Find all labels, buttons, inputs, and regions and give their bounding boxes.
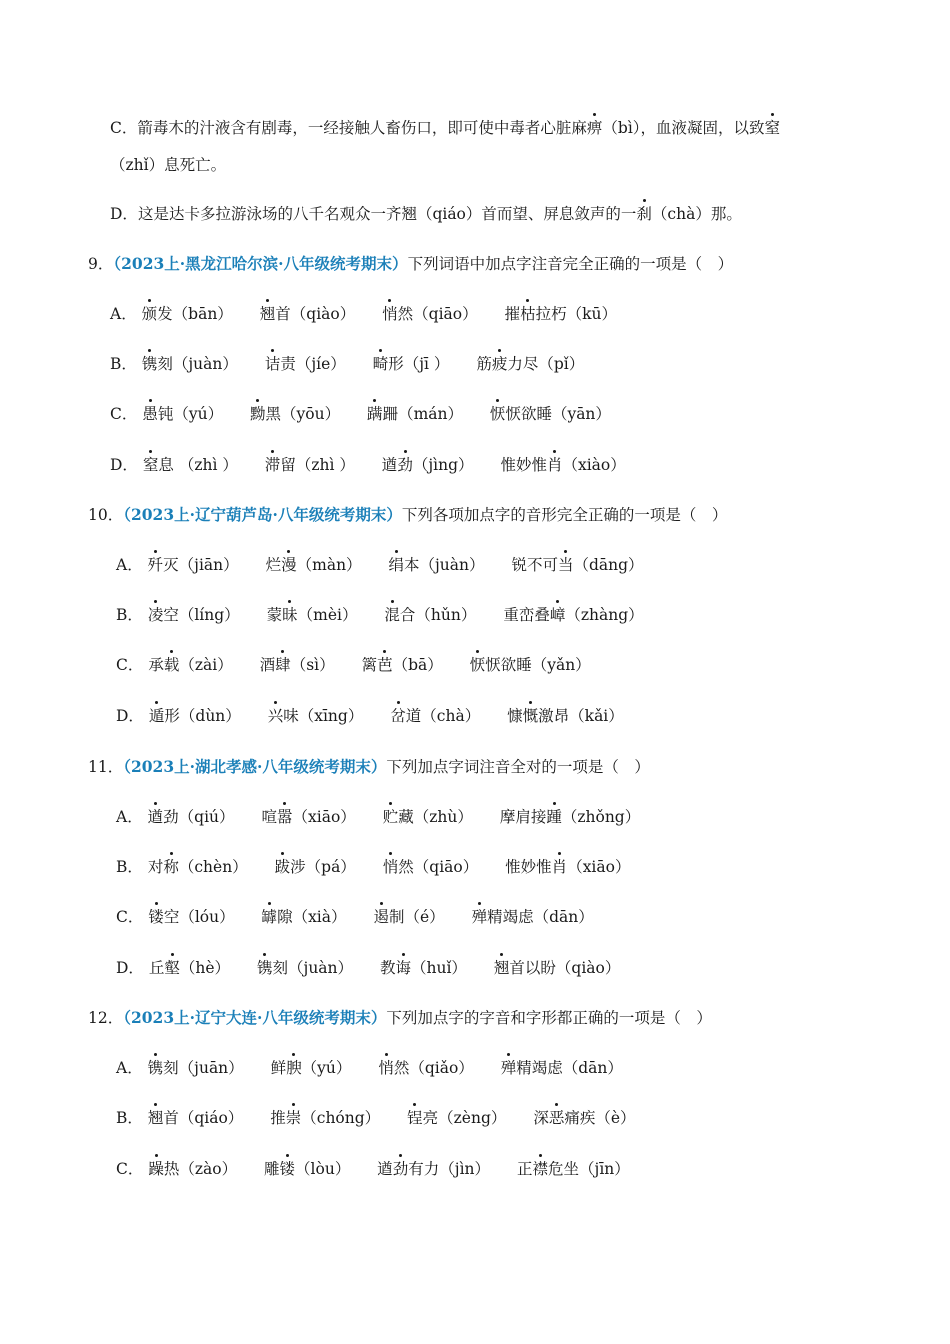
q8-option-c-continuation: （zhǐ）息死亡。 [110,156,227,174]
word-item: 窒息 （zhì ） [143,453,238,477]
dotted-char: 躁 [148,1157,164,1181]
question-text: 下列加点字词注音全对的一项是（ ） [386,758,650,776]
word-item: 烂漫（màn） [266,553,362,577]
dotted-char: 载 [164,653,180,677]
dotted-char: 芭 [377,653,393,677]
dotted-char: 跋 [275,855,291,879]
question-source: （2023上·黑龙江哈尔滨·八年级统考期末） [113,254,408,273]
dotted-char: 恶 [549,1106,565,1130]
dotted-char: 遁 [149,704,165,728]
question-11-stem [88,755,650,779]
dotted-char: 翘 [148,1106,164,1130]
dotted-char: 刹 [636,202,652,226]
question-12-stem [88,1006,712,1030]
word-item: 蹒跚（mán） [367,402,463,426]
dotted-char: 窒 [765,116,781,140]
word-item: 翘首（qiáo） [148,1106,243,1130]
word-item: 凌空（líng） [148,603,240,627]
q8-option-c [110,116,780,140]
dotted-char: 腴 [286,1056,302,1080]
option-letter: D． [116,707,144,725]
q9-option-d [110,453,648,477]
q11-option-a [116,805,662,829]
word-item: 惟妙惟肖（xiào） [500,453,625,477]
word-item: 承载（zài） [148,653,232,677]
word-item: 翘首（qiào） [260,302,355,326]
word-item: 悄然（qiāo） [382,302,477,326]
word-item: 酒肆（sì） [260,653,335,677]
dotted-char: 昧 [282,603,298,627]
word-item: 罅隙（xià） [262,905,347,929]
q10-option-b [116,603,666,627]
dotted-char: 肆 [275,653,291,677]
word-item: 跋涉（pá） [275,855,356,879]
option-letter: D． [110,205,138,223]
word-item: 镂空（lóu） [148,905,234,929]
word-item: 悄然（qiǎo） [378,1056,473,1080]
dotted-char: 漫 [281,553,297,577]
dotted-char: 锃 [407,1106,423,1130]
word-item: 雕镂（lòu） [264,1157,350,1181]
dotted-char: 蹒 [367,402,383,426]
dotted-char: 滞 [265,453,281,477]
word-item: 推崇（chóng） [270,1106,380,1130]
question-text: 下列加点字的字音和字形都正确的一项是（ ） [386,1009,712,1027]
option-letter: B． [116,858,143,876]
q8-option-d [110,202,742,226]
word-item: 混合（hǔn） [384,603,476,627]
dotted-char: 悄 [382,302,398,326]
option-letter: C． [116,908,144,926]
option-letter: C． [110,119,138,137]
word-item: 殚精竭虑（dān） [501,1056,623,1080]
word-item: 正襟危坐（jīn） [517,1157,630,1181]
dotted-char: 肖 [547,453,563,477]
dotted-char: 歼 [148,553,164,577]
word-item: 黝黑（yōu） [250,402,340,426]
dotted-char: 诘 [265,352,281,376]
q11-option-d [116,956,642,980]
word-item: 深恶痛疾（è） [533,1106,635,1130]
dotted-char: 黝 [250,402,266,426]
q12-option-b [116,1106,658,1130]
dotted-char: 遒 [148,805,164,829]
q12-option-c [116,1157,652,1181]
q9-option-a [110,302,639,326]
word-item: 岔道（chà） [390,704,480,728]
option-text: （chà）那。 [651,205,742,223]
dotted-char: 颁 [142,302,158,326]
option-letter: A． [116,1059,143,1077]
question-9-stem [88,252,733,276]
word-item: 遏制（é） [373,905,444,929]
q9-option-b [110,352,606,376]
q10-option-d [116,704,646,728]
word-item: 悄然（qiāo） [383,855,478,879]
q10-option-a [116,553,666,577]
word-item: 遁形（dùn） [149,704,241,728]
option-letter: A． [110,305,137,323]
dotted-char: 嚣 [277,805,293,829]
word-item: 恹恹欲睡（yǎn） [470,653,591,677]
q10-option-c [116,653,613,677]
dotted-char: 崇 [286,1106,302,1130]
dotted-char: 殚 [501,1056,517,1080]
dotted-char: 慨 [523,704,539,728]
word-item: 遒劲（jìng） [382,453,474,477]
option-letter: B． [116,606,143,624]
word-item: 重峦叠嶂（zhàng） [503,603,643,627]
dotted-char: 劲 [397,453,413,477]
word-item: 诘责（jíe） [265,352,346,376]
dotted-char: 嶂 [550,603,566,627]
dotted-char: 踵 [546,805,562,829]
dotted-char: 混 [384,603,400,627]
question-text: 下列词语中加点字注音完全正确的一项是（ ） [407,255,734,273]
q11-option-b [116,855,652,879]
dotted-char: 恹 [470,653,486,677]
option-letter: D． [110,456,138,474]
option-letter: B． [110,355,137,373]
dotted-char: 壑 [164,956,180,980]
dotted-char: 称 [163,855,179,879]
word-item: 镌刻（juàn） [257,956,353,980]
word-item: 篱芭（bā） [362,653,443,677]
word-item: 遒劲（qiú） [148,805,235,829]
dotted-char: 凌 [148,603,164,627]
dotted-char: 枯 [520,302,536,326]
question-number: 12． [88,1009,124,1027]
word-item: 惟妙惟肖（xiāo） [505,855,630,879]
dotted-char: 镌 [142,352,158,376]
dotted-char: 贮 [383,805,399,829]
dotted-char: 诲 [395,956,411,980]
dotted-char: 畸 [373,352,389,376]
dotted-char: 遏 [373,905,389,929]
dotted-char: 悄 [378,1056,394,1080]
word-item: 蒙昧（mèi） [267,603,358,627]
question-source: （2023上·辽宁大连·八年级统考期末） [123,1008,387,1027]
dotted-char: 罅 [262,905,278,929]
option-letter: B． [116,1109,143,1127]
dotted-char: 肖 [552,855,568,879]
word-item: 筋疲力尽（pǐ） [476,352,584,376]
word-item: 锃亮（zèng） [407,1106,506,1130]
word-item: 兴味（xīng） [268,704,364,728]
word-item: 滞留（zhì ） [265,453,355,477]
option-letter: C． [116,1160,144,1178]
word-item: 遒劲有力（jìn） [377,1157,490,1181]
dotted-char: 翘 [260,302,276,326]
dotted-char: 劲 [393,1157,409,1181]
question-source: （2023上·湖北孝感·八年级统考期末） [123,757,387,776]
word-item: 摩肩接踵（zhǒng） [500,805,640,829]
option-letter: A． [116,556,143,574]
option-letter: C． [116,656,144,674]
dotted-char: 当 [558,553,574,577]
word-item: 恹恹欲睡（yān） [490,402,611,426]
dotted-char: 殚 [472,905,488,929]
dotted-char: 疲 [492,352,508,376]
dotted-char: 镂 [148,905,164,929]
question-text: 下列各项加点字的音形完全正确的一项是（ ） [401,506,728,524]
word-item: 喧嚣（xiāo） [261,805,355,829]
dotted-char: 愚 [142,402,158,426]
word-item: 对称（chèn） [148,855,248,879]
question-number: 9． [88,255,114,273]
question-number: 11． [88,758,124,776]
word-item: 教诲（huǐ） [380,956,467,980]
word-item: 愚钝（yú） [142,402,223,426]
word-item: 躁热（zào） [148,1157,237,1181]
option-text: 这是达卡多拉游泳场的八千名观众一齐翘（qiáo）首而望、屏息敛声的一 [137,205,637,223]
word-item: 殚精竭虑（dān） [472,905,594,929]
question-source: （2023上·辽宁葫芦岛·八年级统考期末） [123,505,402,524]
word-item: 锐不可当（dāng） [511,553,643,577]
dotted-char: 痹 [587,116,603,140]
word-item: 镌刻（juàn） [142,352,238,376]
dotted-char: 恹 [490,402,506,426]
word-item: 颁发（bān） [142,302,233,326]
option-letter: C． [110,405,138,423]
word-item: 畸形（jī ） [373,352,450,376]
dotted-char: 翘 [494,956,510,980]
option-letter: A． [116,808,143,826]
dotted-char: 绢 [388,553,404,577]
question-number: 10． [88,506,124,524]
dotted-char: 镂 [280,1157,296,1181]
word-item: 摧枯拉朽（kū） [505,302,617,326]
dotted-char: 岔 [390,704,406,728]
q11-option-c [116,905,616,929]
option-text: （bì），血液凝固，以致 [602,119,765,137]
dotted-char: 兴 [268,704,284,728]
dotted-char: 窒 [143,453,159,477]
dotted-char: 襟 [533,1157,549,1181]
option-letter: D． [116,959,144,977]
word-item: 丘壑（hè） [149,956,230,980]
dotted-char: 镌 [148,1056,164,1080]
word-item: 贮藏（zhù） [383,805,473,829]
q12-option-a [116,1056,645,1080]
q9-option-c [110,402,633,426]
dotted-char: 悄 [383,855,399,879]
word-item: 镌刻（juān） [148,1056,244,1080]
option-text: 箭毒木的汁液含有剧毒，一经接触人畜伤口，即可使中毒者心脏麻 [137,119,587,137]
question-10-stem [88,503,727,527]
word-item: 慷慨激昂（kǎi） [507,704,624,728]
word-item: 翘首以盼（qiào） [494,956,620,980]
word-item: 歼灭（jiān） [148,553,239,577]
word-item: 绢本（juàn） [388,553,484,577]
dotted-char: 镌 [257,956,273,980]
word-item: 鲜腴（yú） [271,1056,352,1080]
